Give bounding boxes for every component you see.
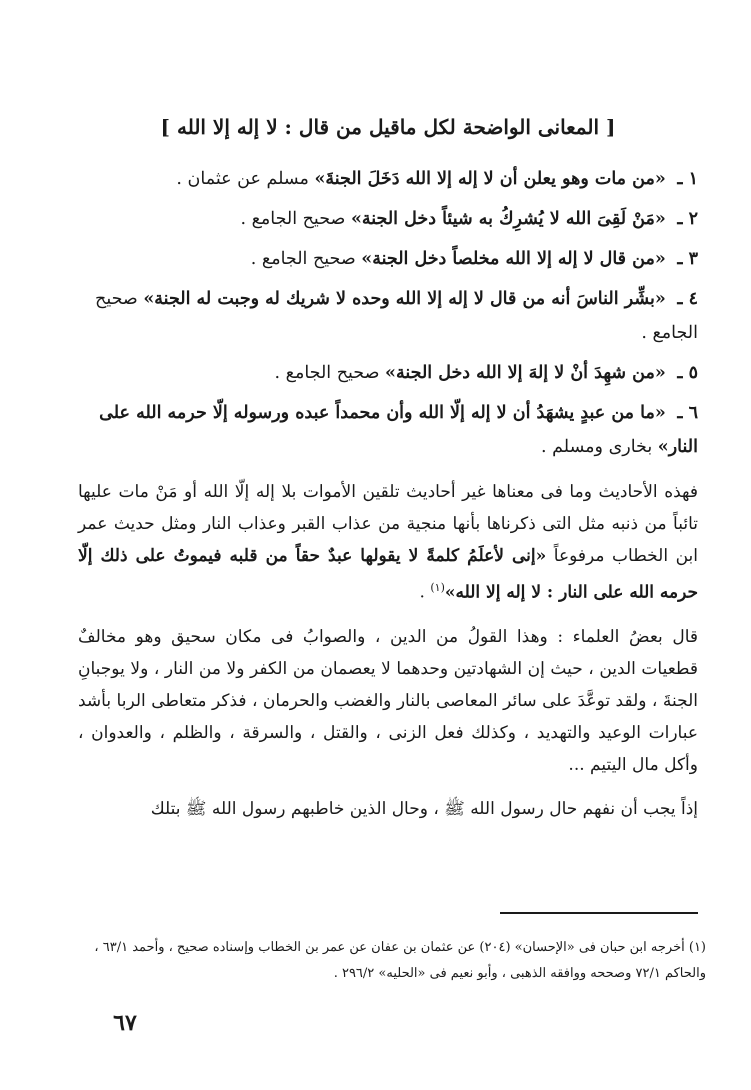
hadith-source: صحيح الجامع . (95, 289, 698, 343)
page-content (78, 112, 698, 825)
hadith-quote: «من قال لا إله إلا الله مخلصاً دخل الجنة» (361, 249, 666, 269)
item-number: ٦ ـ (677, 403, 698, 423)
hadith-source: مسلم عن عثمان . (176, 169, 309, 189)
hadith-quote: «من شهِدَ أنْ لا إلهَ إلا الله دخل الجنة» (385, 363, 666, 383)
hadith-item-2 (78, 202, 698, 236)
footnote-divider (500, 912, 698, 914)
hadith-quote: «ما من عبدٍ يشهَدُ أن لا إله إلّا الله وأن محمداً عبده ورسوله إلّا حرمه الله على النار» (99, 403, 698, 457)
hadith-quote: «بشِّر الناسَ أنه من قال لا إله إلا الله وحده لا شريك له وجبت له الجنة» (143, 289, 666, 309)
paragraph-quote: «إنى لأعلَمُ كلمةً لا يقولها عبدٌ حقاً من قلبه فيموتُ على ذلك إلّا حرمه الله على النار : لا إله إلا الله» (78, 546, 698, 603)
paragraph-end: . (419, 582, 431, 603)
hadith-quote: «مَنْ لَقِىَ الله لا يُشرِكُ به شيئاً دخل الجنة» (350, 209, 666, 229)
paragraph-2: قال بعضُ العلماء : وهذا القولُ من الدين ، والصوابُ فى مكان سحيق وهو مخالفٌ قطعيات الدين ، حيث إن الشهادتين وحدهما لا يعصمان من الكفر ولا من النار ، ولا يوجبانِ الجنةَ ، ولقد توعَّدَ على سائر المعاصى بالنار والغضب والحرمان ، فذكر متعاطى الربا بأشد عبارات الوعيد والتهديد ، وكذلك فعل الزنى ، والقتل ، والسرقة ، والظلم ، والعدوان ، وأكل مال اليتيم ... (78, 626, 698, 775)
page-number: ٦٧ (113, 1010, 137, 1036)
hadith-item-3 (78, 242, 698, 276)
item-number: ٥ ـ (677, 363, 698, 383)
hadith-source: صحيح الجامع . (274, 363, 380, 383)
footnote: (١) أخرجه ابن حبان فى «الإحسان» (٢٠٤) عن عثمان بن عفان عن عمر بن الخطاب وإسناده صحيح ، وأحمد ٦٣/١ ، والحاكم ٧٢/١ وصححه ووافقه الذهبى ، وأبو نعيم فى «الحليه» ٢٩٦/٢ . (94, 940, 706, 981)
section-heading: [ المعانى الواضحة لكل ماقيل من قال : لا إله إلا الله ] (160, 115, 616, 139)
hadith-source: صحيح الجامع . (250, 249, 356, 269)
footnote-reference: (١) (430, 581, 445, 594)
paragraph-1 (78, 476, 698, 609)
paragraph-text: فهذه الأحاديث وما فى معناها غير أحاديث تلقين الأموات بلا إله إلّا الله أو مَنْ مات عليها تائباً من ذنبه مثل التى ذكرناها بأنها منجية من عذاب القبر وعذاب النار ومثل حديث عمر ابن الخطاب مرفوعاً (78, 482, 698, 566)
item-number: ٤ ـ (677, 289, 698, 309)
hadith-quote: «من مات وهو يعلن أن لا إله إلا الله دَخَلَ الجنةَ» (314, 169, 666, 189)
item-number: ٢ ـ (677, 209, 698, 229)
hadith-source: صحيح الجامع . (240, 209, 346, 229)
item-number: ٣ ـ (677, 249, 698, 269)
paragraph-3: إذاً يجب أن نفهم حال رسول الله ﷺ ، وحال الذين خاطبهم رسول الله ﷺ بتلك (150, 798, 698, 819)
hadith-source: بخارى ومسلم . (541, 437, 653, 457)
hadith-item-1 (78, 162, 698, 196)
hadith-item-4 (78, 282, 698, 350)
hadith-item-6 (78, 396, 698, 464)
hadith-item-5 (78, 356, 698, 390)
item-number: ١ ـ (677, 169, 698, 189)
